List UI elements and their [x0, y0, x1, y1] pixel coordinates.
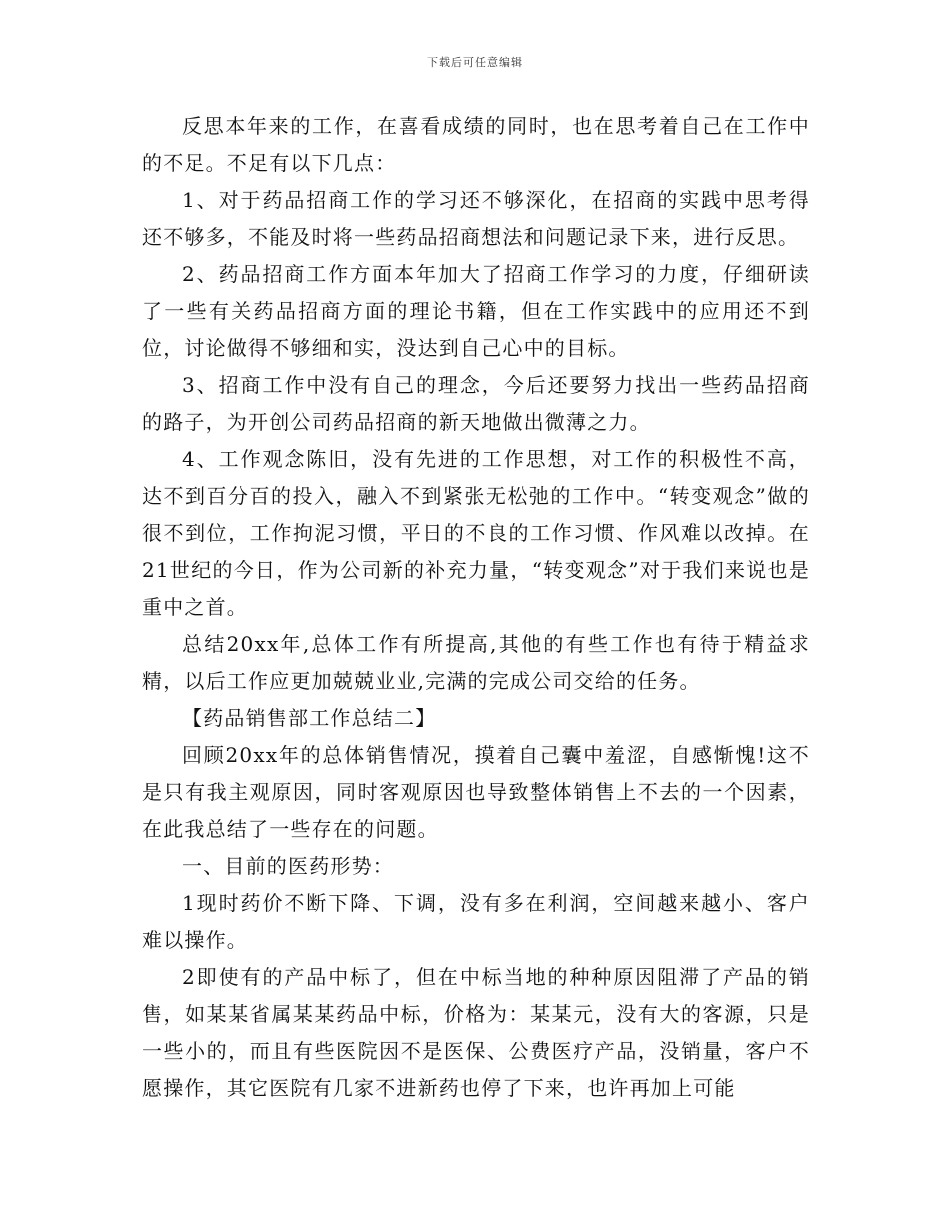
paragraph-point-4: 4、工作观念陈旧，没有先进的工作思想，对工作的积极性不高，达不到百分百的投入，融入不到紧张无松弛的工作中。“转变观念”做的很不到位，工作拘泥习惯，平日的不良的工作习惯、作风难以改掉。在21世纪的今日，作为公司新的补充力量，“转变观念”对于我们来说也是重中之首。 — [142, 447, 810, 619]
paragraph-review: 回顾20xx年的总体销售情况，摸着自己囊中羞涩，自感惭愧!这不是只有我主观原因，同时客观原因也导致整体销售上不去的一个因素，在此我总结了一些存在的问题。 — [142, 743, 810, 841]
paragraph-point-1: 1、对于药品招商工作的学习还不够深化，在招商的实践中思考得还不够多，不能及时将一些药品招商想法和问题记录下来，进行反思。 — [142, 188, 810, 249]
document-body — [142, 108, 810, 1107]
paragraph-summary: 总结20xx年,总体工作有所提高,其他的有些工作也有待于精益求精，以后工作应更加兢兢业业,完满的完成公司交给的任务。 — [142, 632, 810, 693]
page-header-note: 下载后可任意编辑 — [427, 56, 523, 69]
section-heading: 【药品销售部工作总结二】 — [182, 706, 437, 730]
paragraph-situation-1: 1现时药价不断下降、下调，没有多在利润，空间越来越小、客户难以操作。 — [142, 891, 810, 952]
paragraph-reflection-intro: 反思本年来的工作，在喜看成绩的同时，也在思考着自己在工作中的不足。不足有以下几点： — [142, 114, 810, 175]
subheading-situation: 一、目前的医药形势： — [182, 854, 394, 878]
paragraph-situation-2: 2即使有的产品中标了，但在中标当地的种种原因阻滞了产品的销售，如某某省属某某药品中标，价格为：某某元，没有大的客源，只是一些小的，而且有些医院因不是医保、公费医疗产品，没销量，客户不愿操作，其它医院有几家不进新药也停了下来，也许再加上可能 — [142, 965, 810, 1100]
paragraph-point-3: 3、招商工作中没有自己的理念，今后还要努力找出一些药品招商的路子，为开创公司药品招商的新天地做出微薄之力。 — [142, 373, 810, 434]
paragraph-point-2: 2、药品招商工作方面本年加大了招商工作学习的力度，仔细研读了一些有关药品招商方面的理论书籍，但在工作实践中的应用还不到位，讨论做得不够细和实，没达到自己心中的目标。 — [142, 262, 810, 360]
